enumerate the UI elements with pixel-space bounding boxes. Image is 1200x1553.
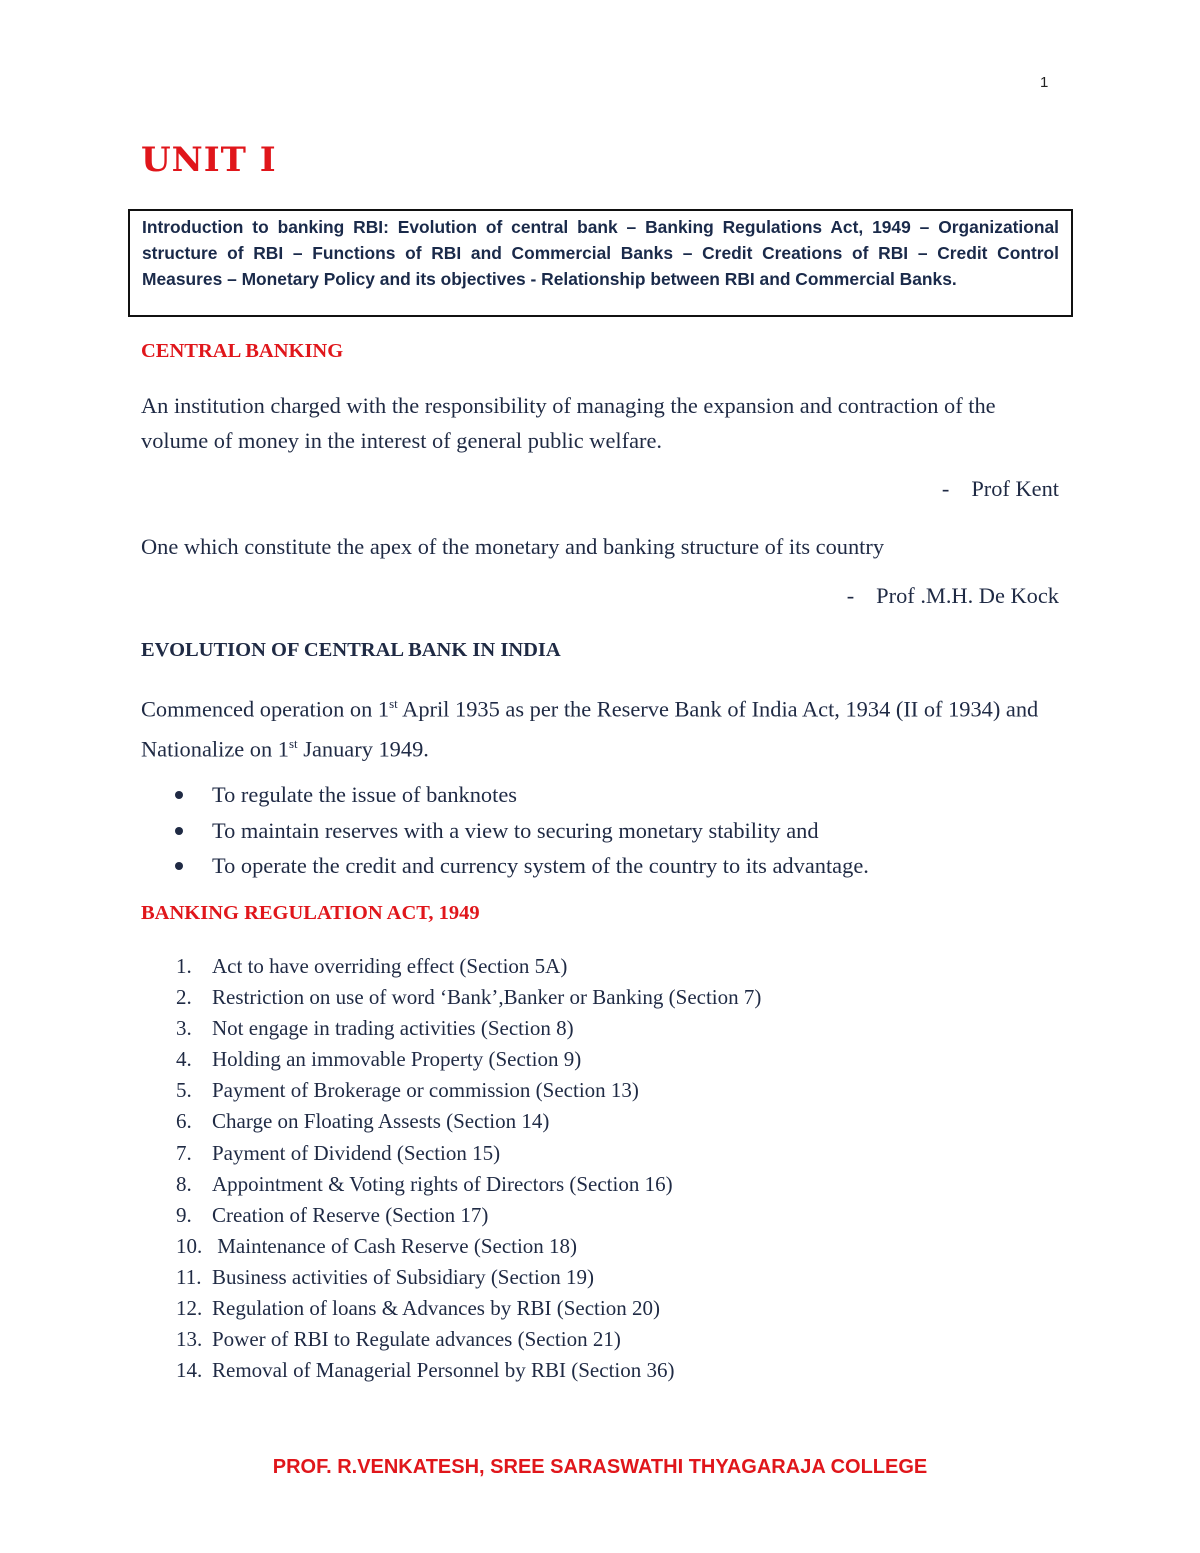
attribution-de-kock [847,583,1059,609]
evolution-bullets [168,777,869,884]
list-item-text: Holding an immovable Property (Section 9) [212,1047,582,1072]
list-item-text: Maintenance of Cash Reserve (Section 18) [212,1233,578,1258]
list-item-number: 11. [176,1264,202,1289]
list-item-number: 6. [176,1109,192,1134]
intro-text-2: April 1935 as per the Reserve Bank of India Act, 1934 (II of 1934) and Nationalize on 1 [141,696,1039,762]
central-banking-heading: CENTRAL BANKING [141,340,344,362]
list-item-number: 7. [176,1140,192,1165]
list-item [176,982,761,1013]
list-item-text: Regulation of loans & Advances by RBI (Section 20) [212,1296,660,1321]
intro-sup-2: st [288,736,298,752]
list-item-text: Payment of Dividend (Section 15) [212,1140,501,1165]
banking-regulation-list [176,951,761,1386]
list-item-text: Power of RBI to Regulate advances (Section 21) [212,1327,621,1352]
bullet-item [168,848,869,884]
list-item-number: 3. [176,1016,192,1041]
list-item-text: Creation of Reserve (Section 17) [212,1202,489,1227]
list-item [176,1293,761,1324]
list-item-text: Restriction on use of word ‘Bank’,Banker or Banking (Section 7) [212,985,762,1010]
list-item-number: 1. [176,954,192,978]
list-item [176,1200,761,1231]
list-item [176,1013,761,1044]
list-item-number: 12. [176,1296,203,1321]
list-item [176,1138,761,1169]
attribution-de-kock-name: Prof .M.H. De Kock [876,583,1059,608]
list-item-text: Business activities of Subsidiary (Section 19) [212,1264,595,1289]
bullet-item [168,777,869,813]
list-item [176,1106,761,1137]
list-item-number: 13. [176,1327,203,1352]
list-item [176,1044,761,1075]
bullet-text: To operate the credit and currency system of the country to its advantage. [212,853,869,878]
bullet-item [168,813,869,849]
list-item-number: 14. [176,1358,203,1383]
list-item [176,1355,761,1386]
bullet-text: To maintain reserves with a view to securing monetary stability and [212,817,819,843]
list-item-number: 8. [176,1171,192,1196]
evolution-heading: EVOLUTION OF CENTRAL BANK IN INDIA [141,639,561,661]
list-item [176,1075,761,1106]
definition-kent: An institution charged with the responsibility of managing the expansion and contraction of the volume of money in the interest of general public welfare. [141,393,996,453]
list-item-text: Payment of Brokerage or commission (Section 13) [212,1078,639,1103]
attribution-kent-name: Prof Kent [971,476,1059,501]
page-number: 1 [1040,74,1049,91]
banking-regulation-heading: BANKING REGULATION ACT, 1949 [141,902,480,924]
footer: PROF. R.VENKATESH, SREE SARASWATHI THYAGARAJA COLLEGE [272,1456,928,1478]
list-item [176,1231,761,1262]
list-item-text: Appointment & Voting rights of Directors (Section 16) [212,1171,673,1196]
attribution-dash: - [846,583,855,608]
list-item-number: 5. [176,1078,192,1103]
list-item-number: 2. [176,985,192,1010]
intro-text-1: Commenced operation on 1 [141,696,390,722]
definition-de-kock: One which constitute the apex of the monetary and banking structure of its country [141,534,885,559]
list-item-text: Charge on Floating Assests (Section 14) [212,1109,550,1134]
bullet-text: To regulate the issue of banknotes [212,782,517,807]
syllabus-box: Introduction to banking RBI: Evolution of central bank – Banking Regulations Act, 1949 – Organizational structure of RBI – Functions of RBI and Commercial Banks – Credit Creations of RBI – Credit Control Measures – Monetary Policy and its objectives - Relationship between RBI and Commercial Banks. [128,209,1073,317]
list-item [176,1324,761,1355]
attribution-dash: - [941,476,950,501]
list-item [176,951,761,982]
bullet-dot-icon [175,862,183,870]
bullet-dot-icon [175,791,183,799]
list-item-number: 10. [176,1233,203,1258]
list-item-text: Act to have overriding effect (Section 5A) [212,954,568,978]
intro-sup-1: st [389,696,398,711]
list-item-text: Removal of Managerial Personnel by RBI (Section 36) [212,1358,675,1383]
list-item-text: Not engage in trading activities (Section 8) [212,1016,574,1041]
list-item [176,1169,761,1200]
list-item [176,1262,761,1293]
evolution-intro [141,686,1059,767]
attribution-kent [942,476,1059,502]
list-item-number: 4. [176,1047,192,1072]
bullet-dot-icon [175,827,183,835]
intro-text-3: January 1949. [297,736,429,762]
list-item-number: 9. [176,1202,192,1227]
unit-title: UNIT I [141,140,277,180]
